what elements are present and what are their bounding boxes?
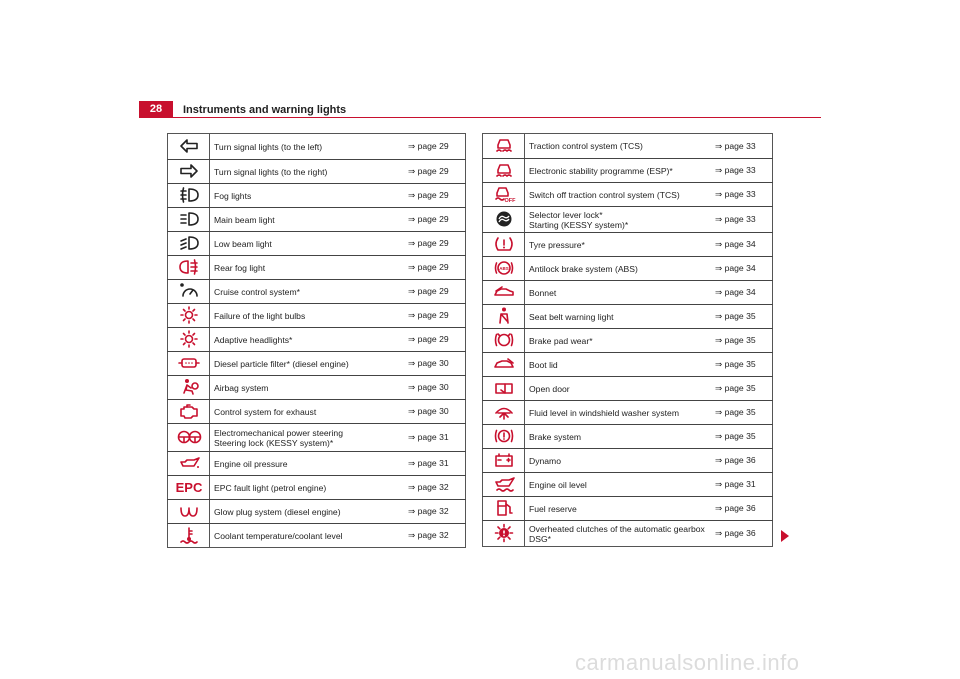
turn-right-arrow-icon [178,161,200,183]
table-row [483,329,773,353]
table-row [483,134,773,159]
table-row [483,353,773,377]
oil-can-icon [178,453,200,475]
table-row [483,159,773,183]
description-cell [210,232,401,256]
page-reference-link[interactable]: ⇒ page 33 [707,207,773,233]
page-reference-link[interactable]: ⇒ page 34 [707,233,773,257]
cruise-control-icon [178,281,200,303]
description-cell [525,257,708,281]
page-reference-link[interactable]: ⇒ page 35 [707,377,773,401]
description-line: Electronic stability programme (ESP)* [529,165,673,176]
page-reference-link[interactable]: ⇒ page 36 [707,497,773,521]
description-line: Selector lever lock* [529,209,603,220]
warning-lights-table-right [482,133,773,547]
description-line: Engine oil level [529,479,587,490]
description-line: Fuel reserve [529,503,577,514]
page-reference-link[interactable]: ⇒ page 32 [408,530,449,540]
page-reference-link[interactable]: ⇒ page 33 [707,134,773,159]
engine-exhaust-icon [178,401,200,423]
description-line: Seat belt warning light [529,311,614,322]
table-row [168,304,466,328]
description-line: Traction control system (TCS) [529,141,643,151]
description-line: Open door [529,383,570,394]
description-line: Low beam light [214,238,272,249]
description-cell [210,452,401,476]
watermark: carmanualsonline.info [575,650,800,675]
description-line: Main beam light [214,214,275,225]
seat-belt-icon [493,306,515,328]
page-reference-link[interactable]: ⇒ page 29 [400,328,466,352]
description-cell [210,184,401,208]
table-row [483,521,773,547]
description-line: Brake pad wear* [529,335,593,346]
page-reference-link[interactable]: ⇒ page 29 [400,280,466,304]
description-line: Glow plug system (diesel engine) [214,506,341,517]
description-line: Bonnet [529,287,557,298]
page-reference-link[interactable]: ⇒ page 35 [707,401,773,425]
description-cell [525,134,708,159]
page-reference-link[interactable]: ⇒ page 29 [400,160,466,184]
page-title: Instruments and warning lights [183,104,347,116]
description-line: Airbag system [214,382,269,393]
page-reference-link[interactable]: ⇒ page 29 [400,304,466,328]
table-row [168,232,466,256]
turn-left-arrow-icon [178,136,200,158]
page-reference-link[interactable]: ⇒ page 32 [400,476,466,500]
low-beam-icon [178,233,200,255]
description-line: Diesel particle filter* (diesel engine) [214,358,349,369]
adaptive-headlights-icon [178,329,200,351]
table-row [168,280,466,304]
description-cell [525,401,708,425]
description-line: Coolant temperature/coolant level [214,530,343,541]
description-line: Turn signal lights (to the right) [214,166,328,177]
page-reference-link[interactable]: ⇒ page 32 [400,500,466,524]
page-number: 28 [139,101,173,118]
description-line: Electromechanical power steering [214,427,343,438]
description-line: Turn signal lights (to the left) [214,141,323,152]
page-reference-link[interactable]: ⇒ page 34 [707,281,773,305]
warning-lights-table-left [167,133,466,548]
page-reference-link[interactable]: ⇒ page 35 [707,329,773,353]
clutch-overheat-icon [493,523,515,545]
glow-plug-icon [178,501,200,523]
description-cell [525,305,708,329]
description-cell [210,352,401,376]
description-cell [525,497,708,521]
page-reference-link[interactable]: ⇒ page 30 [400,352,466,376]
tyre-pressure-icon [493,234,515,256]
rear-fog-light-icon [178,257,200,279]
page-reference-link[interactable]: ⇒ page 29 [400,134,466,160]
description-line: Fluid level in windshield washer system [529,407,679,418]
description-line: Control system for exhaust [214,406,317,417]
page-reference-link[interactable]: ⇒ page 34 [707,257,773,281]
description-line: Steering lock (KESSY system)* [214,437,334,448]
table-row [483,183,773,207]
table-row [168,376,466,400]
epc-icon [175,477,202,499]
table-row [168,500,466,524]
page-reference-link[interactable]: ⇒ page 31 [707,473,773,497]
description-cell [210,500,401,524]
description-cell [210,524,401,548]
battery-icon [493,450,515,472]
page-reference-link[interactable]: ⇒ page 33 [707,159,773,183]
table-row [483,305,773,329]
description-line: Engine oil pressure [214,458,288,469]
table-row [483,377,773,401]
description-line: EPC fault light (petrol engine) [214,482,327,493]
page-reference-link[interactable]: ⇒ page 31 [400,452,466,476]
description-cell [525,449,708,473]
boot-lid-icon [493,354,515,376]
description-cell [525,377,708,401]
description-cell [525,353,708,377]
description-cell [210,400,401,424]
fuel-pump-icon [493,498,515,520]
table-row [168,208,466,232]
oil-level-icon [493,474,515,496]
svg-text:OFF: OFF [504,197,515,204]
description-line: Boot lid [529,359,558,370]
table-row [483,233,773,257]
table-row [168,352,466,376]
description-cell [210,208,401,232]
tcs-off-icon [493,184,515,206]
page-reference-link[interactable]: ⇒ page 36 [707,449,773,473]
traction-control-icon [493,135,515,157]
brake-pad-icon [493,330,515,352]
page-reference-link[interactable]: ⇒ page 29 [400,184,466,208]
description-line: Fog lights [214,190,252,201]
page-reference-link[interactable]: ⇒ page 29 [400,232,466,256]
main-beam-icon [178,209,200,231]
description-line: Antilock brake system (ABS) [529,263,638,274]
description-cell [210,476,401,500]
page-reference-link[interactable]: ⇒ page 35 [707,305,773,329]
table-row [483,207,773,233]
description-line: Tyre pressure* [529,239,585,250]
page-reference-link[interactable]: ⇒ page 31 [400,424,466,452]
table-row [483,281,773,305]
table-row [168,524,466,548]
description-line: Cruise control system* [214,286,300,297]
description-cell [525,521,708,547]
description-line: Dynamo [529,455,561,466]
selector-lock-icon [493,209,515,231]
description-line: DSG* [529,533,551,544]
brake-system-icon [493,426,515,448]
page-reference-link[interactable]: ⇒ page 29 [400,208,466,232]
page-reference-link[interactable]: ⇒ page 30 [400,400,466,424]
description-cell [210,280,401,304]
table-row [483,401,773,425]
abs-icon [493,258,515,280]
description-cell [210,424,401,452]
description-line: Brake system [529,431,582,442]
table-row [483,473,773,497]
description-cell [210,134,401,160]
next-page-arrow-icon[interactable] [781,530,789,542]
description-cell [525,281,708,305]
steering-icon [178,427,200,449]
table-row [168,184,466,208]
description-line: Adaptive headlights* [214,334,293,345]
particle-filter-icon [178,353,200,375]
page-reference-link[interactable]: ⇒ page 33 [707,183,773,207]
description-cell [525,233,708,257]
description-cell [210,256,401,280]
table-row [168,452,466,476]
description-cell [210,160,401,184]
table-row [168,424,466,452]
bonnet-icon [493,282,515,304]
table-row [483,257,773,281]
table-row [483,425,773,449]
description-cell [210,304,401,328]
table-row [168,256,466,280]
page-reference-link[interactable]: ⇒ page 30 [400,376,466,400]
page-reference-link[interactable]: ⇒ page 35 [707,353,773,377]
description-cell [525,329,708,353]
svg-text:ABS: ABS [498,265,509,271]
bulb-failure-icon [178,305,200,327]
washer-fluid-icon [493,402,515,424]
description-line: Starting (KESSY system)* [529,219,629,230]
description-line: Overheated clutches of the automatic gearbox [529,523,705,534]
esp-icon [493,160,515,182]
svg-text:EPC: EPC [175,479,202,495]
description-cell [210,328,401,352]
table-row [168,134,466,160]
table-row [168,400,466,424]
table-row [168,160,466,184]
description-line: Switch off traction control system (TCS) [529,189,680,200]
coolant-icon [178,525,200,547]
page-reference-link[interactable]: ⇒ page 29 [400,256,466,280]
table-row [168,328,466,352]
fog-light-icon [178,185,200,207]
airbag-icon [178,377,200,399]
description-line: Rear fog light [214,262,266,273]
description-cell [525,473,708,497]
description-cell [525,159,708,183]
description-cell [525,425,708,449]
table-row [483,449,773,473]
page-reference-link[interactable]: ⇒ page 35 [707,425,773,449]
description-cell [210,376,401,400]
page-reference-link[interactable]: ⇒ page 36 [715,528,756,538]
description-cell [525,207,708,233]
header-rule [173,117,821,118]
table-row [483,497,773,521]
open-door-icon [493,378,515,400]
description-cell [525,183,708,207]
description-line: Failure of the light bulbs [214,310,306,321]
table-row [168,476,466,500]
